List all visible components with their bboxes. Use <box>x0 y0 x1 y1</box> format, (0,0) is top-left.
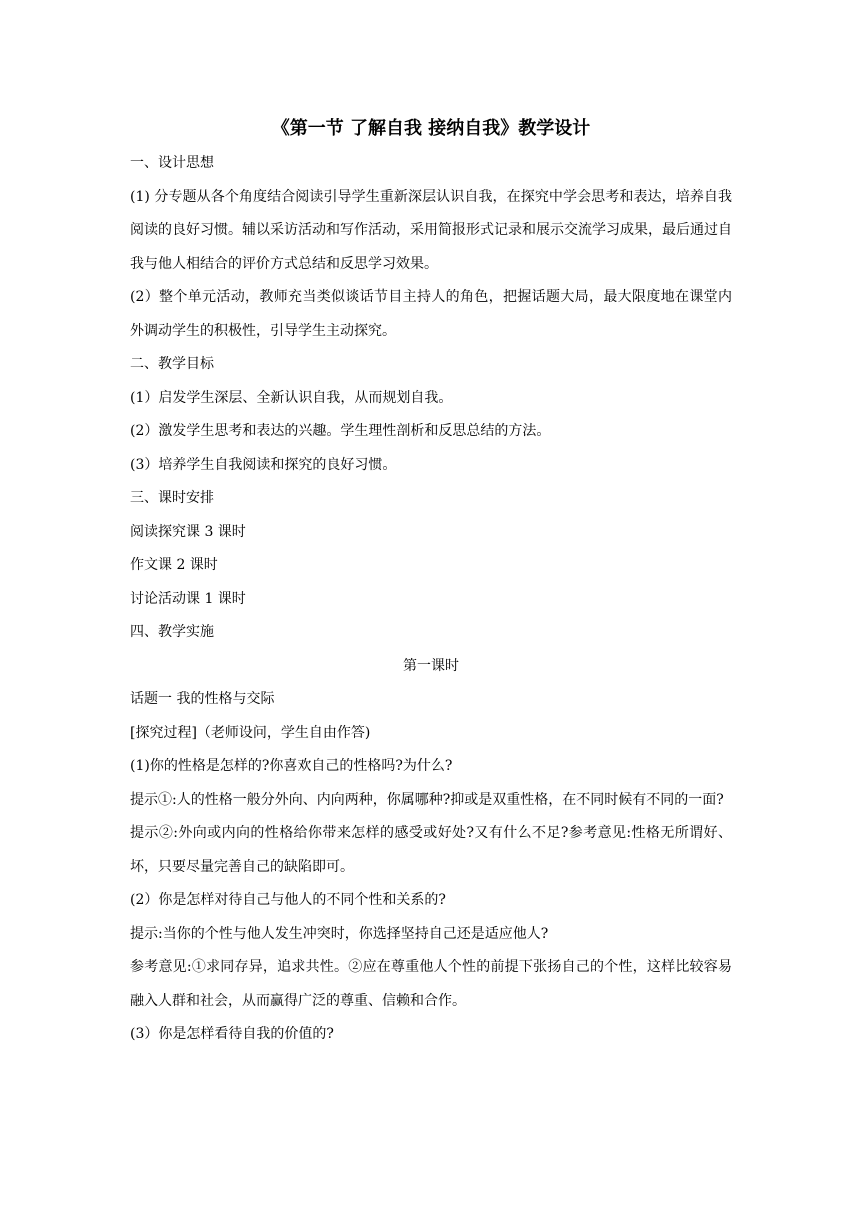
paragraph-hint-2: 提示②:外向或内向的性格给你带来怎样的感受或好处?又有什么不足?参考意见:性格无所谓好、坏，只要尽量完善自己的缺陷即可。 <box>130 825 732 875</box>
section-heading-design-idea: 一、设计思想 <box>130 155 214 171</box>
section-heading-teaching-goals: 二、教学目标 <box>130 356 214 372</box>
paragraph-schedule-reading: 阅读探究课 3 课时 <box>130 523 246 540</box>
paragraph-design-idea-1: (1) 分专题从各个角度结合阅读引导学生重新深层认识自我，在探究中学会思考和表达，培养自我阅读的良好习惯。辅以采访活动和写作活动，采用简报形式记录和展示交流学习成果，最后通过自我与他人相结合的评价方式总结和反思学习效果。 <box>130 188 732 272</box>
paragraph-reference-opinion: 参考意见:①求同存异，追求共性。②应在尊重他人个性的前提下张扬自己的个性，这样比较容易融入人群和社会，从而赢得广泛的尊重、信赖和合作。 <box>130 959 732 1009</box>
paragraph-goal-1: (1）启发学生深层、全新认识自我，从而规划自我。 <box>130 389 453 406</box>
topic-heading: 话题一 我的性格与交际 <box>130 691 275 707</box>
document-title: 《第一节 了解自我 接纳自我》教学设计 <box>271 118 591 139</box>
section-heading-schedule: 三、课时安排 <box>130 490 214 506</box>
paragraph-hint-1: 提示①:人的性格一般分外向、内向两种，你属哪种?抑或是双重性格，在不同时候有不同的一面? <box>130 791 724 808</box>
paragraph-schedule-writing: 作文课 2 课时 <box>130 557 218 573</box>
paragraph-hint-3: 提示:当你的个性与他人发生冲突时，你选择坚持自己还是适应他人? <box>130 925 549 942</box>
paragraph-design-idea-2: (2）整个单元活动，教师充当类似谈话节目主持人的角色，把握话题大局，最大限度地在课堂内外调动学生的积极性，引导学生主动探究。 <box>130 289 732 339</box>
paragraph-explore-process: [探究过程]（老师设问，学生自由作答) <box>130 724 371 741</box>
paragraph-question-2: (2）你是怎样对待自己与他人的不同个性和关系的? <box>130 892 446 908</box>
lesson-heading: 第一课时 <box>403 657 459 674</box>
paragraph-question-1: (1)你的性格是怎样的?你喜欢自己的性格吗?为什么? <box>130 758 453 774</box>
paragraph-goal-2: (2）激发学生思考和表达的兴趣。学生理性剖析和反思总结的方法。 <box>130 423 551 439</box>
paragraph-question-3: (3）你是怎样看待自我的价值的? <box>130 1026 334 1042</box>
section-heading-implementation: 四、教学实施 <box>130 624 214 640</box>
paragraph-schedule-discussion: 讨论活动课 1 课时 <box>130 590 246 607</box>
paragraph-goal-3: (3）培养学生自我阅读和探究的良好习惯。 <box>130 456 397 473</box>
